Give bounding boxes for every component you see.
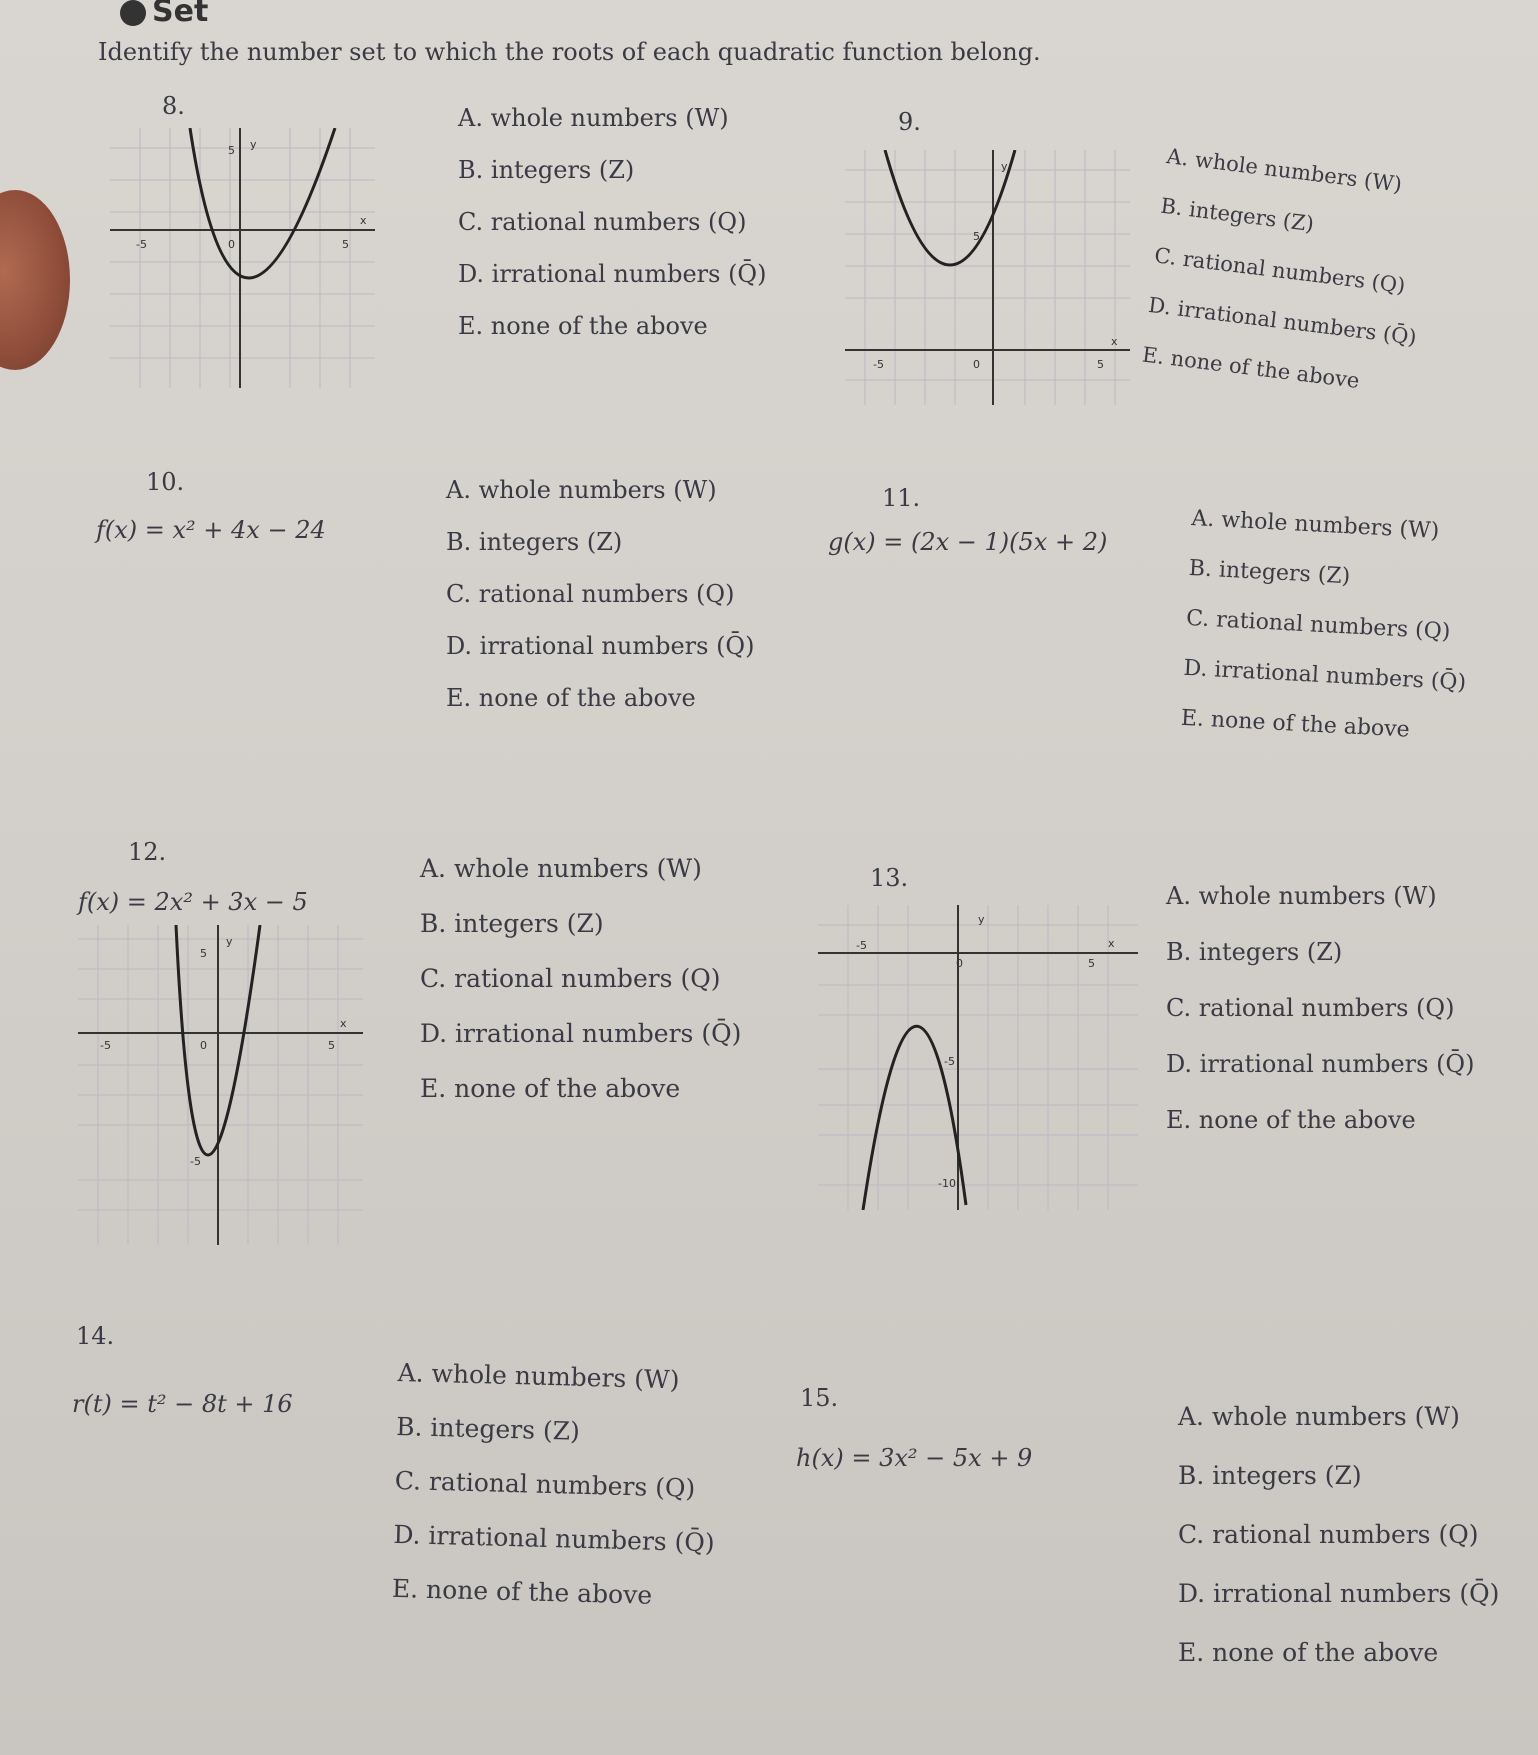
- choice-b[interactable]: B. integers (Z): [446, 528, 623, 556]
- choice-d[interactable]: D. irrational numbers (Q̄): [420, 1019, 742, 1048]
- x-tick-left: -5: [873, 358, 884, 371]
- y-tick-neg-label: -5: [190, 1155, 201, 1168]
- choice-c[interactable]: C. rational numbers (Q): [1153, 243, 1407, 298]
- choice-c[interactable]: C. rational numbers (Q): [420, 964, 721, 993]
- y-tick-neg-label: -5: [944, 1055, 955, 1068]
- choice-b[interactable]: B. integers (Z): [1188, 555, 1351, 590]
- problem-11-function: g(x) = (2x − 1)(5x + 2): [828, 528, 1108, 556]
- problem-8-choices: [458, 106, 766, 366]
- choice-b[interactable]: B. integers (Z): [458, 156, 635, 184]
- problem-13-graph: [818, 905, 1138, 1210]
- choice-d[interactable]: D. irrational numbers (Q̄): [393, 1519, 716, 1558]
- problem-11-number: 11.: [882, 484, 921, 512]
- choice-a[interactable]: A. whole numbers (W): [420, 854, 702, 883]
- choice-a[interactable]: A. whole numbers (W): [1166, 882, 1437, 910]
- origin-label: 0: [228, 238, 235, 251]
- choice-e[interactable]: E. none of the above: [458, 312, 708, 340]
- choice-a[interactable]: A. whole numbers (W): [1178, 1402, 1460, 1431]
- y-axis-label: y: [226, 935, 233, 948]
- problem-9-choices: [1138, 146, 1436, 427]
- origin-label: 0: [200, 1039, 207, 1052]
- choice-c[interactable]: C. rational numbers (Q): [394, 1465, 696, 1503]
- choice-a[interactable]: A. whole numbers (W): [446, 476, 717, 504]
- choice-b[interactable]: B. integers (Z): [1166, 938, 1343, 966]
- y-axis-label: y: [250, 138, 257, 151]
- choice-c[interactable]: C. rational numbers (Q): [1166, 994, 1455, 1022]
- choice-d[interactable]: D. irrational numbers (Q̄): [458, 260, 767, 288]
- problem-13-number: 13.: [870, 864, 909, 892]
- choice-e[interactable]: E. none of the above: [391, 1573, 653, 1610]
- y-tick-label: 5: [973, 230, 980, 243]
- problem-12-choices: [420, 856, 741, 1131]
- instructions: Identify the number set to which the roots of each quadratic function belong.: [98, 38, 1041, 66]
- problem-11-choices: [1179, 508, 1474, 772]
- x-tick-right: 5: [342, 238, 349, 251]
- finger-shadow: [0, 190, 70, 370]
- origin-label: 0: [973, 358, 980, 371]
- x-tick-right: 5: [328, 1039, 335, 1052]
- page-header: [120, 0, 208, 29]
- choice-b[interactable]: B. integers (Z): [420, 909, 604, 938]
- x-tick-right: 5: [1097, 358, 1104, 371]
- problem-14-function: r(t) = t² − 8t + 16: [72, 1390, 293, 1418]
- problem-9-number: 9.: [898, 108, 921, 136]
- y-axis-label: y: [1001, 160, 1008, 173]
- problem-12-number: 12.: [128, 838, 167, 866]
- y-tick-label: 5: [200, 947, 207, 960]
- choice-b[interactable]: B. integers (Z): [1178, 1461, 1362, 1490]
- problem-14-number: 14.: [76, 1322, 115, 1350]
- x-tick-left: -5: [136, 238, 147, 251]
- choice-d[interactable]: D. irrational numbers (Q̄): [1147, 292, 1418, 350]
- choice-a[interactable]: A. whole numbers (W): [1165, 144, 1404, 197]
- x-axis-label: x: [1108, 937, 1115, 950]
- choice-a[interactable]: A. whole numbers (W): [1190, 506, 1440, 544]
- choice-e[interactable]: E. none of the above: [1180, 705, 1411, 743]
- choice-a[interactable]: A. whole numbers (W): [458, 104, 729, 132]
- choice-d[interactable]: D. irrational numbers (Q̄): [446, 632, 755, 660]
- x-tick-left: -5: [100, 1039, 111, 1052]
- choice-d[interactable]: D. irrational numbers (Q̄): [1178, 1579, 1500, 1608]
- problem-9-graph: [845, 150, 1130, 405]
- problem-12-graph: [78, 925, 363, 1245]
- problem-10-number: 10.: [146, 468, 185, 496]
- choice-b[interactable]: B. integers (Z): [1159, 193, 1316, 237]
- choice-e[interactable]: E. none of the above: [1140, 342, 1361, 393]
- choice-d[interactable]: D. irrational numbers (Q̄): [1166, 1050, 1475, 1078]
- x-tick-right: 5: [1088, 957, 1095, 970]
- origin-label: 0: [956, 957, 963, 970]
- choice-c[interactable]: C. rational numbers (Q): [446, 580, 735, 608]
- problem-10-function: f(x) = x² + 4x − 24: [96, 516, 326, 544]
- problem-15-choices: [1178, 1404, 1499, 1699]
- y-axis-label: y: [978, 913, 985, 926]
- choice-e[interactable]: E. none of the above: [1178, 1638, 1439, 1667]
- choice-c[interactable]: C. rational numbers (Q): [1178, 1520, 1479, 1549]
- problem-15-function: h(x) = 3x² − 5x + 9: [796, 1444, 1033, 1472]
- problem-14-choices: [391, 1360, 719, 1638]
- x-axis-label: x: [1111, 335, 1118, 348]
- choice-e[interactable]: E. none of the above: [420, 1074, 681, 1103]
- x-axis-label: x: [360, 214, 367, 227]
- problem-12-function: f(x) = 2x² + 3x − 5: [78, 888, 308, 916]
- y-tick-label: 5: [228, 144, 235, 157]
- choice-b[interactable]: B. integers (Z): [395, 1411, 581, 1446]
- choice-c[interactable]: C. rational numbers (Q): [458, 208, 747, 236]
- choice-c[interactable]: C. rational numbers (Q): [1185, 605, 1451, 645]
- choice-e[interactable]: E. none of the above: [1166, 1106, 1416, 1134]
- choice-a[interactable]: A. whole numbers (W): [397, 1358, 680, 1395]
- problem-8-graph: [110, 128, 375, 388]
- problem-8-number: 8.: [162, 92, 185, 120]
- problem-10-choices: [446, 478, 754, 738]
- choice-e[interactable]: E. none of the above: [446, 684, 696, 712]
- problem-15-number: 15.: [800, 1384, 839, 1412]
- x-tick-left: -5: [856, 939, 867, 952]
- header-title: Set: [152, 0, 209, 29]
- problem-13-choices: [1166, 884, 1474, 1164]
- bullet-icon: [120, 0, 146, 26]
- x-axis-label: x: [340, 1017, 347, 1030]
- choice-d[interactable]: D. irrational numbers (Q̄): [1182, 655, 1467, 696]
- y-tick-neg2-label: -10: [938, 1177, 956, 1190]
